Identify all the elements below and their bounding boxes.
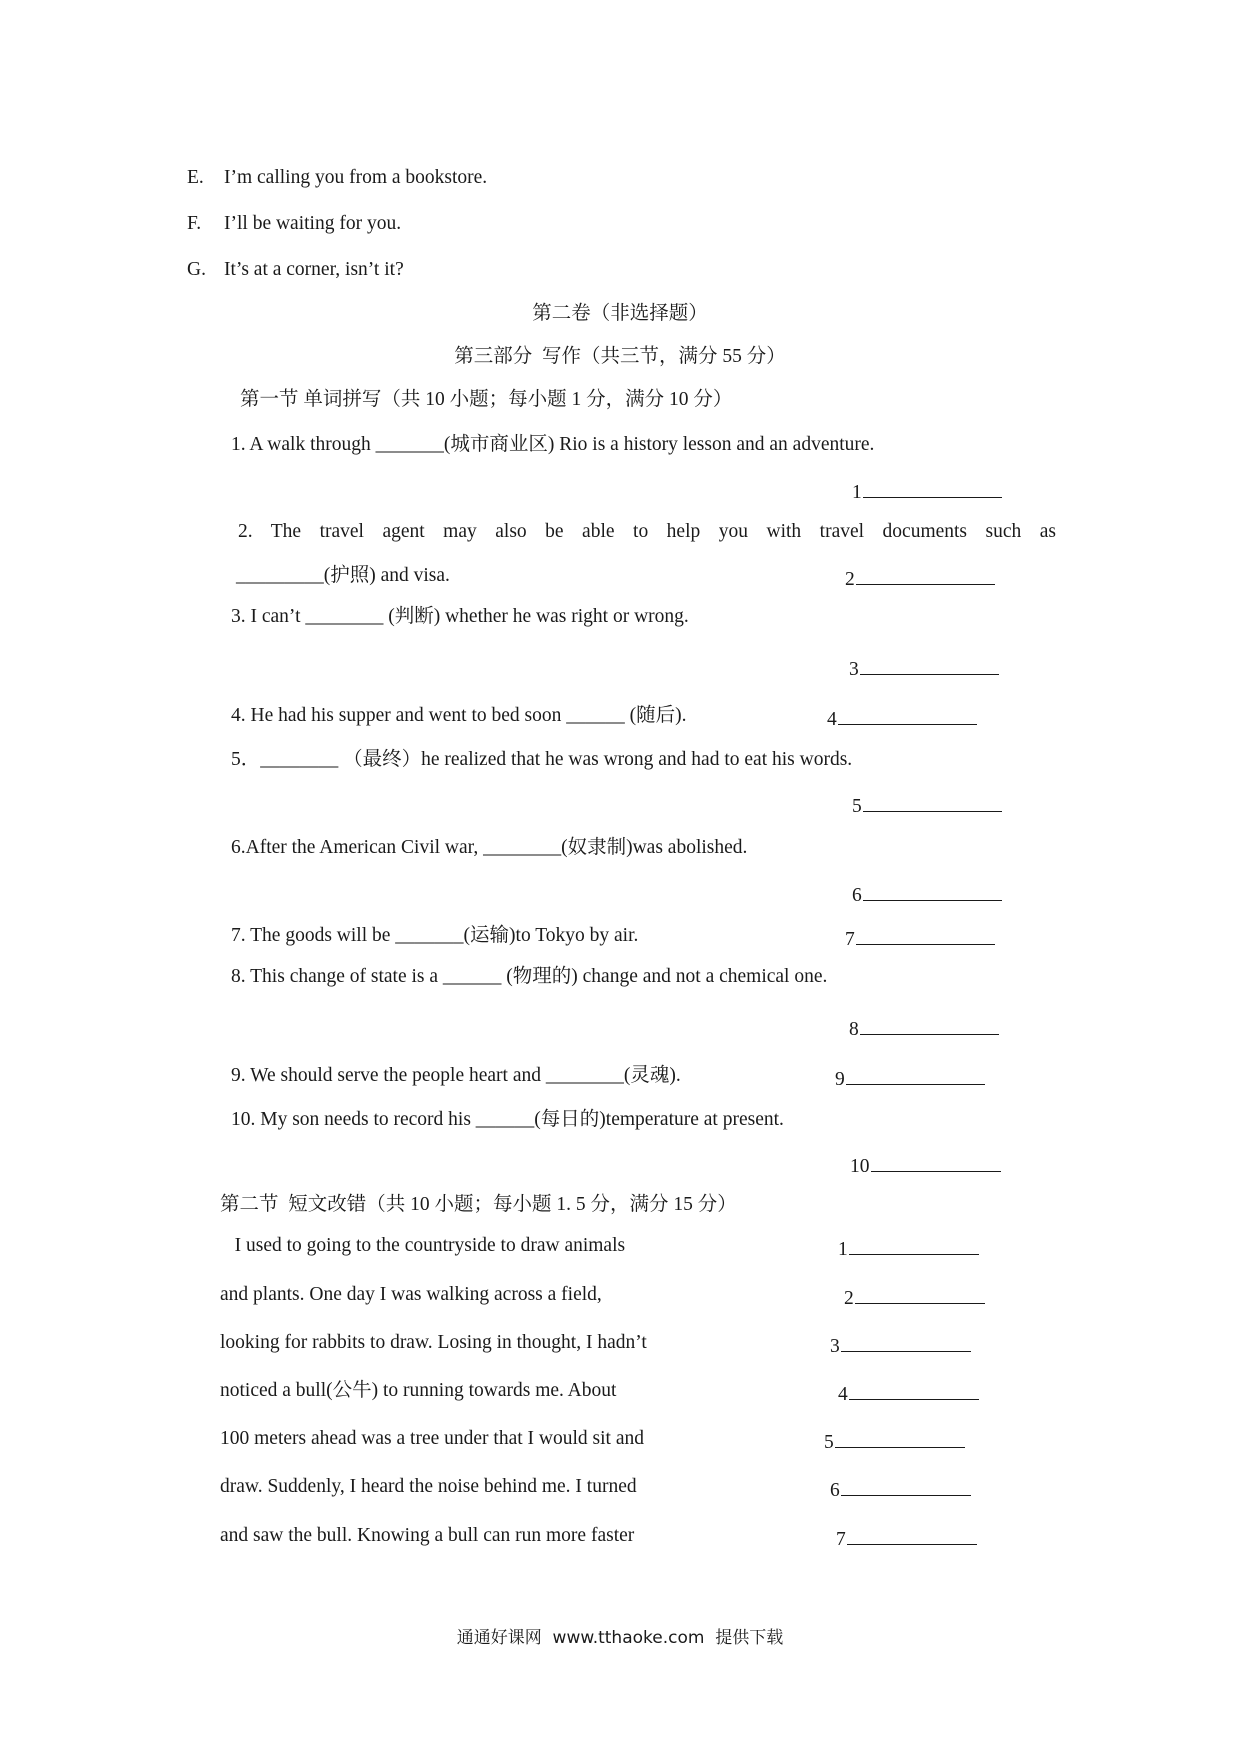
passage-text: 100 meters ahead was a tree under that I would sit and xyxy=(220,1428,644,1449)
question-text-line1: 2. The travel agent may also be able to help you with travel documents such as xyxy=(238,521,1056,542)
page-footer: 通通好课网 www.tthaoke.com 提供下载 xyxy=(456,1628,784,1648)
question-text-line2: _________(护照) and visa. xyxy=(236,565,450,586)
answer-line[interactable]: 7 xyxy=(836,1526,977,1550)
option-f-letter: F. xyxy=(187,213,202,234)
option-f-text: I’ll be waiting for you. xyxy=(224,213,402,234)
question-text: 5．________ （最终）he realized that he was wrong and had to eat his words. xyxy=(231,749,853,770)
passage-text: looking for rabbits to draw. Losing in thought, I hadn’t xyxy=(220,1332,647,1353)
answer-line[interactable]: 8 xyxy=(849,1016,999,1040)
option-g-letter: G. xyxy=(187,259,206,280)
section1-title: 第一节 单词拼写（共 10 小题；每小题 1 分，满分 10 分） xyxy=(240,389,733,410)
volume-title: 第二卷（非选择题） xyxy=(532,303,708,324)
answer-line[interactable]: 3 xyxy=(830,1333,971,1357)
passage-text: noticed a bull(公牛) to running towards me. About xyxy=(220,1380,617,1401)
question-text: 9. We should serve the people heart and ________(灵魂). xyxy=(231,1065,681,1086)
answer-line[interactable]: 3 xyxy=(849,656,999,680)
passage-text: I used to going to the countryside to draw animals xyxy=(220,1235,626,1256)
answer-line[interactable]: 10 xyxy=(850,1153,1001,1177)
passage-text: and saw the bull. Knowing a bull can run more faster xyxy=(220,1525,635,1546)
passage-text: and plants. One day I was walking across a field, xyxy=(220,1284,602,1305)
question-text: 3. I can’t ________ (判断) whether he was right or wrong. xyxy=(231,606,689,627)
option-g-text: It’s at a corner, isn’t it? xyxy=(224,259,404,280)
answer-line[interactable]: 6 xyxy=(852,882,1002,906)
option-e-text: I’m calling you from a bookstore. xyxy=(224,167,488,188)
option-e-letter: E. xyxy=(187,167,204,188)
answer-line[interactable]: 5 xyxy=(852,793,1002,817)
question-text: 1. A walk through _______(城市商业区) Rio is a history lesson and an adventure. xyxy=(231,434,875,455)
answer-line[interactable]: 4 xyxy=(827,706,977,730)
answer-line[interactable]: 4 xyxy=(838,1381,979,1405)
answer-line[interactable]: 5 xyxy=(824,1429,965,1453)
answer-line[interactable]: 1 xyxy=(852,479,1002,503)
answer-line[interactable]: 9 xyxy=(835,1066,985,1090)
answer-line[interactable]: 2 xyxy=(845,566,995,590)
section2-title: 第二节 短文改错（共 10 小题；每小题 1. 5 分，满分 15 分） xyxy=(220,1194,737,1215)
question-text: 6.After the American Civil war, ________(奴隶制)was abolished. xyxy=(231,837,748,858)
part-title: 第三部分 写作（共三节，满分 55 分） xyxy=(454,346,786,367)
answer-line[interactable]: 7 xyxy=(845,926,995,950)
question-text: 8. This change of state is a ______ (物理的) change and not a chemical one. xyxy=(231,966,828,987)
passage-text: draw. Suddenly, I heard the noise behind me. I turned xyxy=(220,1476,637,1497)
question-text: 10. My son needs to record his ______(每日的)temperature at present. xyxy=(231,1109,784,1130)
answer-line[interactable]: 1 xyxy=(838,1236,979,1260)
answer-line[interactable]: 6 xyxy=(830,1477,971,1501)
question-text: 7. The goods will be _______(运输)to Tokyo by air. xyxy=(231,925,639,946)
question-text: 4. He had his supper and went to bed soon ______ (随后). xyxy=(231,705,687,726)
answer-line[interactable]: 2 xyxy=(844,1285,985,1309)
